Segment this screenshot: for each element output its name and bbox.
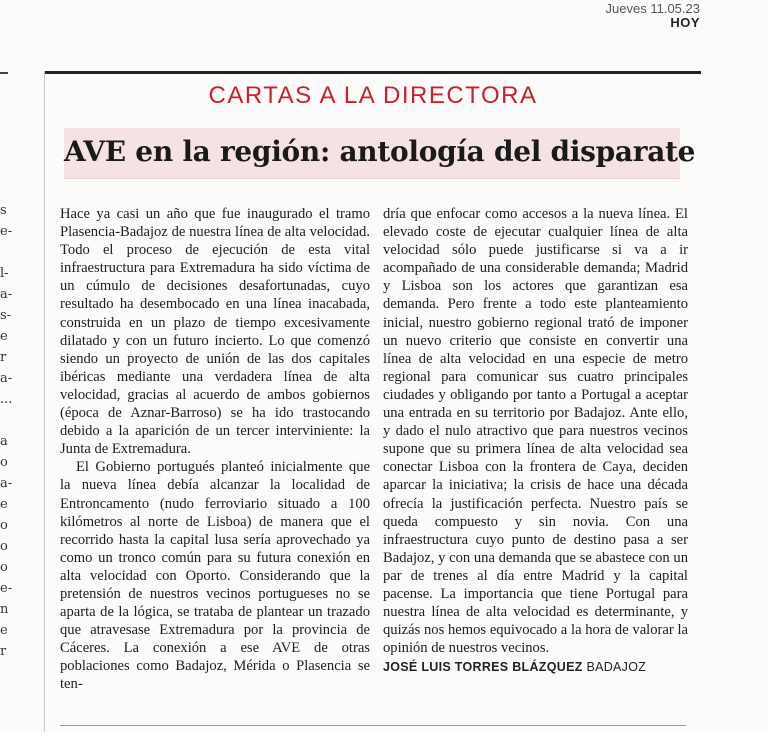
fragment-line: r xyxy=(0,350,7,365)
fragment-line: e xyxy=(0,497,8,512)
fragment-line: a- xyxy=(0,287,13,302)
fragment-line: n xyxy=(0,602,9,617)
fragment-line: a- xyxy=(0,371,13,386)
text-column-2 xyxy=(383,205,688,676)
fragment-line: e- xyxy=(0,224,13,239)
paragraph: El Gobierno portugués planteó inicialmente que la nueva línea debía alcanzar la localidad de Entroncamento (nudo ferroviario situado a 100 kilómetros al norte de Lisboa) de manera que el recorrido hasta la capital lusa sería aprovechado ya como un tronco común para su futura conexión en alta velocidad con Oporto. Considerando que la pretensión de nuestros vecinos portugueses no se aparta de la lógica, se trataba de plantear un trazado que atravesase Extremadura por la provincia de Cáceres. La conexión a ese AVE de otras poblaciones como Badajoz, Mérida o Plasencia se ten- xyxy=(60,459,370,693)
fragment-line: o xyxy=(0,518,8,533)
section-title: CARTAS A LA DIRECTORA xyxy=(208,82,538,109)
newspaper-name: HOY xyxy=(670,15,700,30)
fragment-line: e- xyxy=(0,581,13,596)
fragment-line: e xyxy=(0,329,8,344)
article-bottom-rule xyxy=(60,725,686,726)
signature xyxy=(383,658,688,676)
headline: AVE en la región: antología del disparate xyxy=(64,135,696,168)
author-place: BADAJOZ xyxy=(586,660,647,675)
issue-date: Jueves 11.05.23 xyxy=(605,1,700,16)
fragment-line: o xyxy=(0,455,8,470)
fragment-line: e xyxy=(0,623,8,638)
fragment-line xyxy=(0,410,10,431)
fragment-line: o xyxy=(0,560,8,575)
fragment-line: a xyxy=(0,434,8,449)
text-column-1 xyxy=(60,205,370,694)
article-top-rule xyxy=(45,71,701,74)
fragment-line xyxy=(0,242,10,263)
letter-article xyxy=(44,71,701,732)
adjacent-column-fragment xyxy=(0,200,13,662)
headline-band xyxy=(64,128,696,179)
adjacent-column-rule xyxy=(0,72,8,74)
fragment-line: ... xyxy=(0,392,13,407)
fragment-line: o xyxy=(0,539,8,554)
author-name: JOSÉ LUIS TORRES BLÁZQUEZ xyxy=(383,660,583,675)
paragraph: dría que enfocar como accesos a la nueva línea. El elevado coste de ejecutar cualquier línea de alta velocidad sólo puede justificarse si va a ir acompañado de una considerable demanda; Madrid y Lisboa son los actores que garantizan esa demanda. Pero frente a todo este planteamiento inicial, nuestro gobierno regional trató de imponer un nuevo criterio que consiste en convertir una línea de alta velocidad en una especie de metro regional para comunicar sus cuatro principales ciudades y obligando por tanto a Portugal a aceptar una entrada en su territorio por Badajoz. Ante ello, y dado el nulo atractivo que para nuestros vecinos supone que su primera línea de alta velocidad sea conectar Lisboa con la frontera de Caya, deciden aparcar la iniciativa; la crisis de hace una década ofrecía la justificación perfecta. Nuestro país se queda compuesto y sin novia. Con una infraestructura cuyo punto de destino pasa a ser Badajoz, y con una demanda que se abastece con un par de trenes al día entre Madrid y la capital pacense. La importancia que tiene Portugal para nuestra línea de alta velocidad es determinante, y quizás nos hemos equivocado a la hora de valorar la opinión de nuestros vecinos. xyxy=(383,206,688,657)
paragraph: Hace ya casi un año que fue inaugurado el tramo Plasencia-Badajoz de nuestra línea de alta velocidad. Todo el proceso de ejecución de esta vital infraestructura para Extremadura ha sido víctima de un cúmulo de decisiones desafortunadas, cuyo resultado ha desembocado en una línea inacabada, construida en un plazo de tiempo excesivamente dilatado y con un futuro incierto. Lo que comenzó siendo un proyecto de unión de las dos capitales ibéricas mediante una verdadera línea de alta velocidad, gracias al acuerdo de ambos gobiernos (época de Aznar-Barroso) se ha ido trastocando debido a la aparición de un tercer interviniente: la Junta de Extremadura. xyxy=(60,206,370,458)
fragment-line: l- xyxy=(0,266,9,281)
page-header xyxy=(606,2,700,30)
fragment-line: r xyxy=(0,644,7,659)
fragment-line: s- xyxy=(0,308,12,323)
fragment-line: s xyxy=(0,203,7,218)
fragment-line: a- xyxy=(0,476,13,491)
